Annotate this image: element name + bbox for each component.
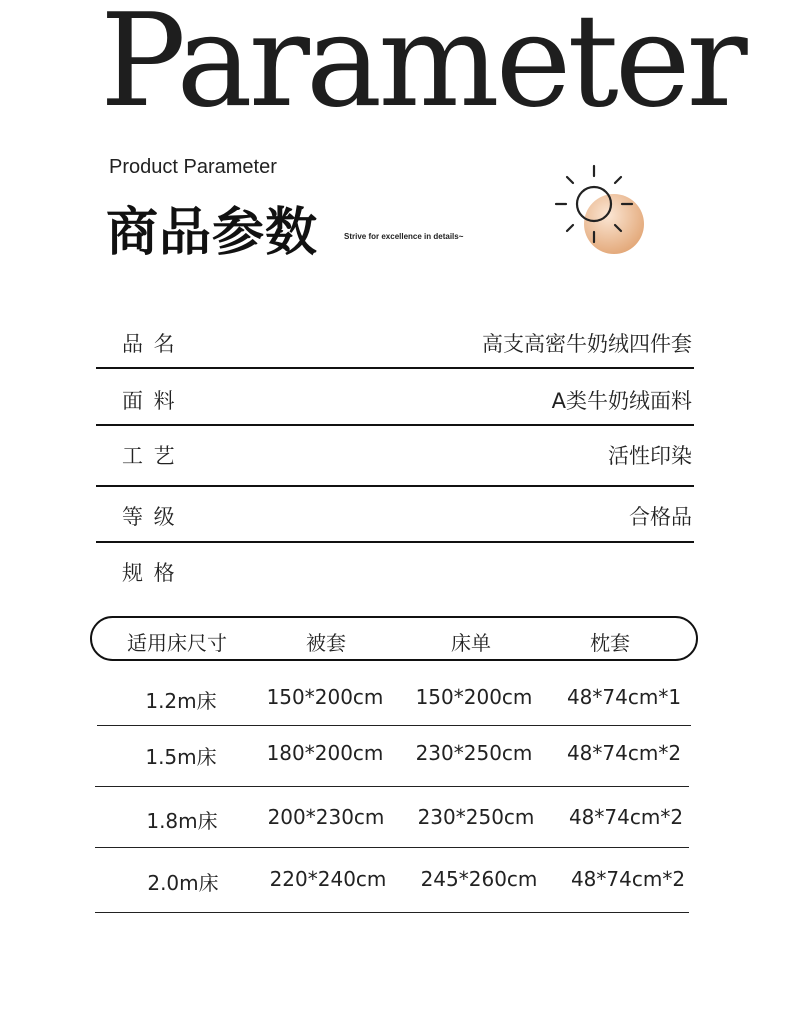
divider	[97, 725, 691, 726]
page-title: Parameter	[100, 0, 744, 136]
param-label: 规 格	[122, 561, 177, 585]
subtitle-en: Product Parameter	[109, 156, 277, 178]
divider	[96, 485, 694, 487]
param-row-craft	[96, 438, 694, 472]
table-cell: 48*74cm*2	[570, 867, 686, 891]
subtitle-cn: 商品参数	[106, 203, 319, 263]
sun-icon	[550, 160, 660, 260]
tagline: Strive for excellence in details~	[344, 232, 464, 241]
param-value: 高支高密牛奶绒四件套	[482, 332, 692, 356]
param-label: 品 名	[122, 332, 177, 356]
table-cell: 150*200cm	[266, 685, 384, 709]
divider	[96, 424, 694, 426]
table-cell: 230*250cm	[417, 805, 535, 829]
divider	[96, 367, 694, 369]
param-row-grade	[96, 499, 694, 533]
param-value: A类牛奶绒面料	[551, 389, 692, 413]
param-value: 活性印染	[608, 444, 692, 468]
table-cell: 48*74cm*2	[568, 805, 684, 829]
spec-header-bed-size: 适用床尺寸	[127, 631, 227, 655]
param-value: 合格品	[629, 505, 692, 529]
table-cell: 150*200cm	[415, 685, 533, 709]
spec-header-duvet: 被套	[306, 631, 346, 655]
param-row-spec	[96, 555, 694, 589]
table-cell: 1.8m床	[146, 809, 218, 833]
table-cell: 2.0m床	[147, 871, 219, 895]
spec-header-sheet: 床单	[451, 631, 491, 655]
param-row-name	[96, 326, 694, 360]
table-cell: 220*240cm	[269, 867, 387, 891]
table-cell: 1.2m床	[145, 689, 217, 713]
table-cell: 1.5m床	[145, 745, 217, 769]
param-label: 等 级	[122, 505, 177, 529]
table-cell: 230*250cm	[415, 741, 533, 765]
table-cell: 48*74cm*2	[566, 741, 682, 765]
divider	[95, 912, 689, 913]
table-cell: 245*260cm	[420, 867, 538, 891]
table-cell: 180*200cm	[266, 741, 384, 765]
table-cell: 48*74cm*1	[566, 685, 682, 709]
divider	[95, 847, 689, 848]
param-label: 工 艺	[122, 444, 177, 468]
divider	[95, 786, 689, 787]
spec-header-pillowcase: 枕套	[590, 631, 630, 655]
divider	[96, 541, 694, 543]
param-label: 面 料	[122, 389, 177, 413]
table-cell: 200*230cm	[267, 805, 385, 829]
param-row-fabric	[96, 383, 694, 417]
